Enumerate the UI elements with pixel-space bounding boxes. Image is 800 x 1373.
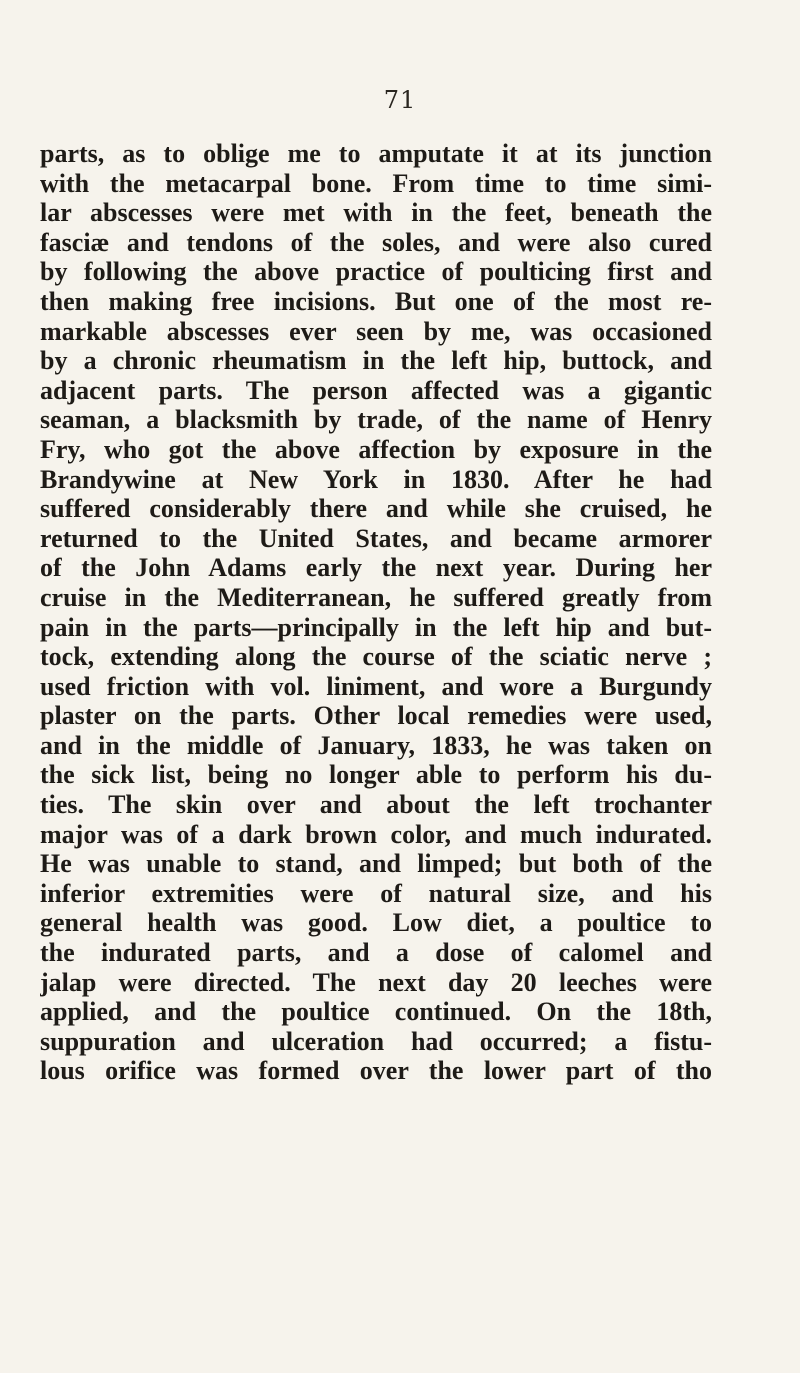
text-line: fasciæ and tendons of the soles, and were also cured xyxy=(40,227,712,257)
text-line: suffered considerably there and while she cruised, he xyxy=(40,494,712,524)
text-line: Fry, who got the above affection by exposure in the xyxy=(40,434,712,464)
text-line: He was unable to stand, and limped; but both of the xyxy=(40,849,712,879)
text-line: then making free incisions. But one of the most re- xyxy=(40,286,712,316)
text-line: pain in the parts—principally in the left hip and but- xyxy=(40,612,712,642)
text-line: major was of a dark brown color, and much indurated. xyxy=(40,819,712,849)
text-line: parts, as to oblige me to amputate it at its junction xyxy=(40,139,712,168)
body-text xyxy=(40,139,712,1086)
text-line: applied, and the poultice continued. On the 18th, xyxy=(40,997,712,1027)
text-line: with the metacarpal bone. From time to time simi- xyxy=(40,168,712,198)
text-line: lar abscesses were met with in the feet, beneath the xyxy=(40,198,712,228)
text-line: inferior extremities were of natural size, and his xyxy=(40,878,712,908)
text-line: suppuration and ulceration had occurred; a fistu- xyxy=(40,1026,712,1056)
text-line: by a chronic rheumatism in the left hip, buttock, and xyxy=(40,346,712,376)
text-line: tock, extending along the course of the sciatic nerve ; xyxy=(40,642,712,672)
page-number: 71 xyxy=(383,86,417,114)
text-line: lous orifice was formed over the lower part of tho xyxy=(40,1056,712,1086)
text-line: by following the above practice of poulticing first and xyxy=(40,257,712,287)
text-line: the indurated parts, and a dose of calomel and xyxy=(40,938,712,968)
text-line: jalap were directed. The next day 20 leeches were xyxy=(40,967,712,997)
text-line: the sick list, being no longer able to perform his du- xyxy=(40,760,712,790)
text-line: of the John Adams early the next year. During her xyxy=(40,553,712,583)
text-line: general health was good. Low diet, a poultice to xyxy=(40,908,712,938)
text-line: used friction with vol. liniment, and wore a Burgundy xyxy=(40,671,712,701)
text-line: Brandywine at New York in 1830. After he had xyxy=(40,464,712,494)
text-line: and in the middle of January, 1833, he was taken on xyxy=(40,730,712,760)
text-line: adjacent parts. The person affected was a gigantic xyxy=(40,375,712,405)
text-line: ties. The skin over and about the left trochanter xyxy=(40,790,712,820)
text-line: plaster on the parts. Other local remedies were used, xyxy=(40,701,712,731)
text-line: cruise in the Mediterranean, he suffered greatly from xyxy=(40,582,712,612)
text-line: seaman, a blacksmith by trade, of the name of Henry xyxy=(40,405,712,435)
text-line: markable abscesses ever seen by me, was occasioned xyxy=(40,316,712,346)
text-line: returned to the United States, and became armorer xyxy=(40,523,712,553)
